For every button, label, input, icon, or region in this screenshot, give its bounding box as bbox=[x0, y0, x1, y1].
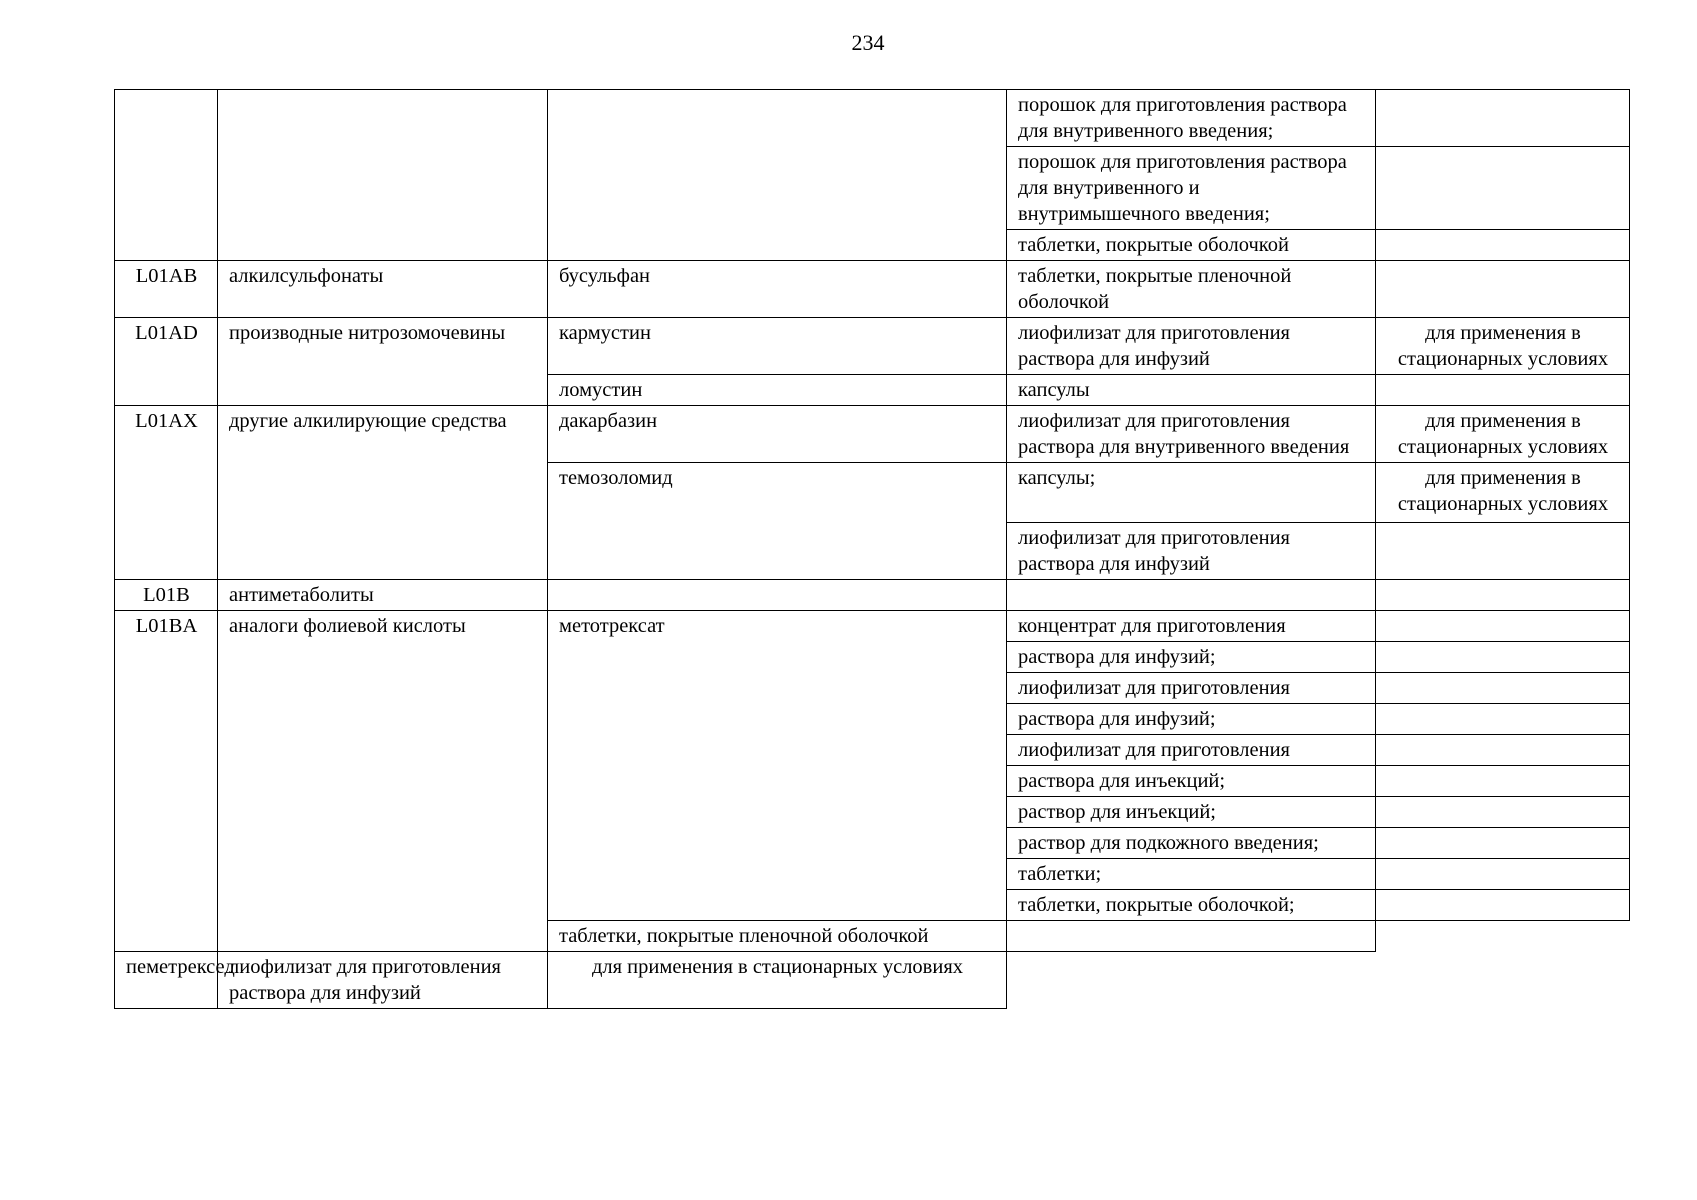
note-cell: для применения в стационарных условиях bbox=[1376, 318, 1630, 375]
drug-name-cell: кармустин bbox=[548, 318, 1007, 375]
note-cell bbox=[1376, 704, 1630, 735]
note-cell bbox=[1376, 523, 1630, 580]
note-cell bbox=[1376, 642, 1630, 673]
note-cell bbox=[1376, 673, 1630, 704]
dosage-form-cell: раствора для инфузий; bbox=[1007, 704, 1376, 735]
dosage-form-cell: лиофилизат для приготовления раствора для инфузий bbox=[1007, 318, 1376, 375]
note-cell bbox=[1376, 766, 1630, 797]
dosage-form-cell: лиофилизат для приготовления bbox=[1007, 673, 1376, 704]
note-cell bbox=[1007, 921, 1376, 952]
drug-name-cell bbox=[548, 580, 1007, 611]
note-cell bbox=[1376, 735, 1630, 766]
table-row bbox=[115, 952, 1630, 1009]
drug-name-cell: пеметрексед bbox=[115, 952, 218, 1009]
table-row bbox=[115, 261, 1630, 318]
atc-group-cell: другие алкилирующие средства bbox=[218, 406, 548, 580]
note-cell bbox=[1376, 230, 1630, 261]
note-cell bbox=[1376, 890, 1630, 921]
atc-group-cell: антиметаболиты bbox=[218, 580, 548, 611]
dosage-form-cell: лиофилизат для приготовления bbox=[1007, 735, 1376, 766]
note-cell: для применения в стационарных условиях bbox=[1376, 406, 1630, 463]
note-cell bbox=[1376, 261, 1630, 318]
note-cell bbox=[1376, 828, 1630, 859]
atc-group-cell: производные нитрозомочевины bbox=[218, 318, 548, 406]
atc-code-cell: L01B bbox=[115, 580, 218, 611]
atc-code-cell: L01BA bbox=[115, 611, 218, 952]
dosage-form-cell: раствора для инфузий; bbox=[1007, 642, 1376, 673]
dosage-form-cell: таблетки, покрытые оболочкой bbox=[1007, 230, 1376, 261]
drug-table-body bbox=[115, 90, 1630, 1009]
dosage-form-cell: концентрат для приготовления bbox=[1007, 611, 1376, 642]
dosage-form-cell: капсулы bbox=[1007, 375, 1376, 406]
table-row bbox=[115, 580, 1630, 611]
note-cell bbox=[1376, 580, 1630, 611]
note-cell: для применения в стационарных условиях bbox=[548, 952, 1007, 1009]
dosage-form-cell: таблетки, покрытые пленочной оболочкой bbox=[548, 921, 1007, 952]
note-cell bbox=[1376, 375, 1630, 406]
note-cell bbox=[1376, 147, 1630, 230]
dosage-form-cell: лиофилизат для приготовления раствора для инфузий bbox=[218, 952, 548, 1009]
atc-code-cell: L01AX bbox=[115, 406, 218, 580]
dosage-form-cell bbox=[1007, 580, 1376, 611]
dosage-form-cell: лиофилизат для приготовления раствора для внутривенного введения bbox=[1007, 406, 1376, 463]
dosage-form-cell: раствор для инъекций; bbox=[1007, 797, 1376, 828]
page-number: 234 bbox=[851, 30, 885, 55]
dosage-form-cell: таблетки; bbox=[1007, 859, 1376, 890]
table-row bbox=[115, 611, 1630, 642]
atc-group-cell: алкилсульфонаты bbox=[218, 261, 548, 318]
note-cell bbox=[1376, 611, 1630, 642]
drug-name-cell: бусульфан bbox=[548, 261, 1007, 318]
drug-name-cell: дакарбазин bbox=[548, 406, 1007, 463]
drug-table bbox=[114, 89, 1630, 1009]
atc-group-cell: аналоги фолиевой кислоты bbox=[218, 611, 548, 952]
dosage-form-cell: лиофилизат для приготовления раствора для инфузий bbox=[1007, 523, 1376, 580]
dosage-form-cell: капсулы; bbox=[1007, 463, 1376, 523]
atc-group-cell bbox=[218, 90, 548, 261]
note-cell bbox=[1376, 859, 1630, 890]
dosage-form-cell: порошок для приготовления раствора для внутривенного и внутримышечного введения; bbox=[1007, 147, 1376, 230]
table-row bbox=[115, 406, 1630, 463]
drug-name-cell: темозоломид bbox=[548, 463, 1007, 580]
drug-name-cell bbox=[548, 90, 1007, 261]
atc-code-cell: L01AB bbox=[115, 261, 218, 318]
atc-code-cell bbox=[115, 90, 218, 261]
drug-name-cell: ломустин bbox=[548, 375, 1007, 406]
note-cell bbox=[1376, 797, 1630, 828]
dosage-form-cell: порошок для приготовления раствора для внутривенного введения; bbox=[1007, 90, 1376, 147]
dosage-form-cell: раствор для подкожного введения; bbox=[1007, 828, 1376, 859]
dosage-form-cell: таблетки, покрытые пленочной оболочкой bbox=[1007, 261, 1376, 318]
note-cell bbox=[1376, 90, 1630, 147]
drug-name-cell: метотрексат bbox=[548, 611, 1007, 921]
dosage-form-cell: раствора для инъекций; bbox=[1007, 766, 1376, 797]
table-row bbox=[115, 318, 1630, 375]
dosage-form-cell: таблетки, покрытые оболочкой; bbox=[1007, 890, 1376, 921]
note-cell: для применения в стационарных условиях bbox=[1376, 463, 1630, 523]
table-row bbox=[115, 90, 1630, 147]
atc-code-cell: L01AD bbox=[115, 318, 218, 406]
